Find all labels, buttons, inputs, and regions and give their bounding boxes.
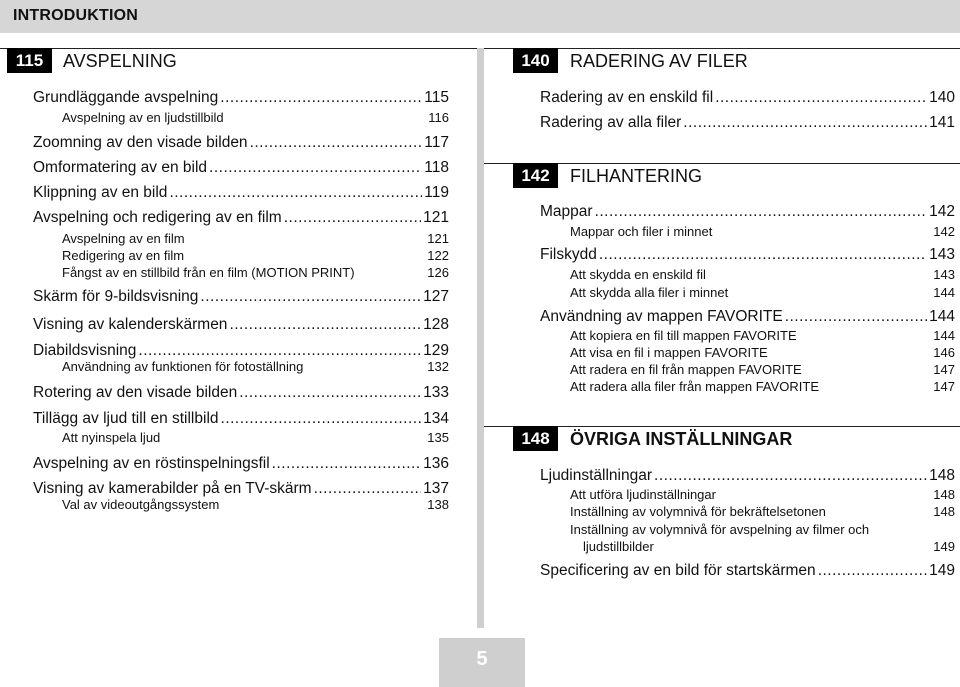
toc-page-number: 144 — [933, 285, 955, 300]
section-title: FILHANTERING — [570, 166, 703, 186]
toc-entry-text: Radering av en enskild fil — [540, 89, 714, 106]
toc-page-number: 116 — [428, 110, 449, 125]
toc-entry-text: Att kopiera en fil till mappen FAVORITE — [570, 328, 797, 343]
toc-dot-leader — [221, 409, 422, 429]
toc-entry[interactable] — [570, 503, 955, 520]
toc-entry-text: Mappar och filer i minnet — [570, 224, 713, 239]
toc-entry-text: Att nyinspela ljud — [62, 430, 161, 445]
toc-entry-text: Diabildsvisning — [33, 342, 137, 359]
toc-page-number: 135 — [427, 430, 449, 445]
section-number-badge: 140 — [513, 48, 558, 73]
toc-entry[interactable] — [540, 113, 955, 133]
toc-dot-leader — [654, 466, 927, 486]
toc-page-number: 147 — [933, 379, 955, 394]
toc-entry[interactable] — [62, 109, 449, 126]
toc-page-number: 144 — [929, 308, 955, 325]
toc-entry[interactable] — [570, 344, 955, 361]
toc-entry[interactable] — [33, 158, 449, 178]
section-title: ÖVRIGA INSTÄLLNINGAR — [570, 429, 793, 449]
toc-entry[interactable] — [570, 284, 955, 301]
toc-entry-text: Skärm för 9-bildsvisning — [33, 288, 199, 305]
toc-entry-text: Rotering av den visade bilden — [33, 384, 238, 401]
toc-entry[interactable] — [540, 88, 955, 108]
toc-page-number: 149 — [933, 539, 955, 554]
toc-entry[interactable] — [62, 247, 449, 264]
toc-entry-text: Fångst av en stillbild från en film (MOTION PRINT) — [62, 265, 355, 280]
toc-entry-text: Visning av kalenderskärmen — [33, 316, 228, 333]
toc-entry[interactable] — [570, 327, 955, 344]
toc-entry-text: Att visa en fil i mappen FAVORITE — [570, 345, 768, 360]
toc-entry[interactable] — [540, 561, 955, 581]
section-number-badge: 148 — [513, 426, 558, 451]
toc-page-number: 148 — [933, 504, 955, 519]
toc-dot-leader — [715, 88, 927, 108]
toc-entry-text: Avspelning av en ljudstillbild — [62, 110, 224, 125]
toc-entry-text: Användning av funktionen för fotoställning — [62, 359, 304, 374]
toc-entry-text: Zoomning av den visade bilden — [33, 134, 248, 151]
toc-entry[interactable] — [540, 245, 955, 265]
toc-entry-text: Att radera alla filer från mappen FAVORITE — [570, 379, 820, 394]
toc-dot-leader — [250, 133, 423, 153]
toc-entry-text: Att utföra ljudinställningar — [570, 487, 716, 502]
column-divider — [477, 48, 484, 628]
toc-page-number: 132 — [427, 359, 449, 374]
section-header — [484, 48, 960, 73]
toc-page-number: 119 — [424, 184, 449, 201]
toc-entry[interactable] — [570, 361, 955, 378]
toc-entry[interactable] — [540, 466, 955, 486]
toc-page-number: 121 — [427, 231, 449, 246]
toc-entry-text: Användning av mappen FAVORITE — [540, 308, 783, 325]
page-number: 5 — [476, 648, 488, 670]
section-header — [484, 163, 960, 188]
toc-page-number: 148 — [929, 467, 955, 484]
toc-page-number: 141 — [929, 114, 955, 131]
toc-entry[interactable] — [33, 183, 449, 203]
toc-entry-text: Val av videoutgångssystem — [62, 497, 220, 512]
toc-page-number: 122 — [427, 248, 449, 263]
toc-entry[interactable] — [33, 315, 449, 335]
toc-entry[interactable] — [540, 307, 955, 327]
toc-entry-text: Tillägg av ljud till en stillbild — [33, 410, 219, 427]
toc-page-number: 118 — [424, 159, 449, 176]
toc-entry[interactable] — [570, 521, 955, 538]
toc-page-number: 137 — [423, 480, 449, 497]
toc-entry-text: Radering av alla filer — [540, 114, 682, 131]
toc-page-number: 115 — [424, 89, 449, 106]
toc-entry[interactable] — [62, 230, 449, 247]
toc-entry[interactable] — [62, 358, 449, 375]
toc-entry-text: Visning av kamerabilder på en TV-skärm — [33, 480, 312, 497]
toc-page-number: 143 — [933, 267, 955, 282]
toc-entry[interactable] — [62, 429, 449, 446]
toc-entry-text: Avspelning av en röstinspelningsfil — [33, 455, 270, 472]
toc-page-number: 126 — [427, 265, 449, 280]
section-header — [484, 426, 960, 451]
toc-entry-text: Mappar — [540, 203, 593, 220]
toc-page-number: 129 — [423, 342, 449, 359]
toc-page-number: 142 — [929, 203, 955, 220]
toc-dot-leader — [220, 88, 422, 108]
toc-page-number: 127 — [423, 288, 449, 305]
toc-entry[interactable] — [33, 133, 449, 153]
toc-dot-leader — [239, 383, 421, 403]
toc-page-number: 142 — [933, 224, 955, 239]
toc-entry-text: Filskydd — [540, 246, 597, 263]
toc-entry-text: Att skydda en enskild fil — [570, 267, 706, 282]
toc-dot-leader — [272, 454, 421, 474]
section-number-badge: 115 — [7, 48, 52, 73]
toc-entry-text: Grundläggande avspelning — [33, 89, 219, 106]
toc-dot-leader — [229, 315, 421, 335]
section-number-badge: 142 — [513, 163, 558, 188]
toc-entry[interactable] — [33, 287, 449, 307]
toc-dot-leader — [200, 287, 421, 307]
toc-entry-text: Att skydda alla filer i minnet — [570, 285, 729, 300]
toc-dot-leader — [785, 307, 927, 327]
toc-entry[interactable] — [33, 383, 449, 403]
toc-entry-text: Ljudinställningar — [540, 467, 653, 484]
toc-entry[interactable] — [570, 266, 955, 283]
toc-page-number: 117 — [424, 134, 449, 151]
toc-entry[interactable] — [583, 538, 955, 555]
toc-page-number: 134 — [423, 410, 449, 427]
chapter-title: INTRODUKTION — [13, 7, 139, 24]
toc-entry-text: Att radera en fil från mappen FAVORITE — [570, 362, 802, 377]
toc-entry[interactable] — [570, 223, 955, 240]
toc-dot-leader — [595, 202, 928, 222]
toc-entry-text: Inställning av volymnivå för avspelning av filmer och — [570, 522, 870, 537]
toc-entry-text: Avspelning och redigering av en film — [33, 209, 282, 226]
toc-page-number: 147 — [933, 362, 955, 377]
toc-dot-leader — [683, 113, 927, 133]
toc-page-number: 133 — [423, 384, 449, 401]
toc-page-number: 136 — [423, 455, 449, 472]
toc-dot-leader — [284, 208, 421, 228]
toc-entry[interactable] — [570, 486, 955, 503]
toc-dot-leader — [599, 245, 927, 265]
toc-entry-text: Inställning av volymnivå för bekräftelsetonen — [570, 504, 826, 519]
section-title: AVSPELNING — [63, 51, 177, 71]
toc-dot-leader — [169, 183, 422, 203]
toc-page-number: 128 — [423, 316, 449, 333]
page-number-box — [439, 638, 525, 687]
toc-entry[interactable] — [33, 208, 449, 228]
chapter-header-bar — [0, 0, 960, 33]
toc-page-number: 146 — [933, 345, 955, 360]
toc-entry-text: Avspelning av en film — [62, 231, 185, 246]
toc-entry[interactable] — [540, 202, 955, 222]
toc-dot-leader — [209, 158, 422, 178]
toc-page-number: 121 — [423, 209, 449, 226]
toc-entry[interactable] — [33, 88, 449, 108]
toc-page-number: 143 — [929, 246, 955, 263]
toc-entry[interactable] — [62, 264, 449, 281]
toc-entry-text: Omformatering av en bild — [33, 159, 208, 176]
toc-entry-text: Redigering av en film — [62, 248, 185, 263]
section-title: RADERING AV FILER — [570, 51, 748, 71]
toc-entry[interactable] — [33, 454, 449, 474]
toc-entry-text: Specificering av en bild för startskärmen — [540, 562, 816, 579]
toc-dot-leader — [818, 561, 927, 581]
toc-entry[interactable] — [33, 409, 449, 429]
toc-page-number: 148 — [933, 487, 955, 502]
section-header — [0, 48, 477, 73]
toc-entry[interactable] — [570, 378, 955, 395]
toc-page-number: 140 — [929, 89, 955, 106]
toc-page-number: 144 — [933, 328, 955, 343]
toc-page-number: 149 — [929, 562, 955, 579]
toc-entry-text: ljudstillbilder — [583, 539, 654, 554]
toc-page-number: 138 — [427, 497, 449, 512]
toc-entry[interactable] — [62, 496, 449, 513]
toc-entry-text: Klippning av en bild — [33, 184, 168, 201]
